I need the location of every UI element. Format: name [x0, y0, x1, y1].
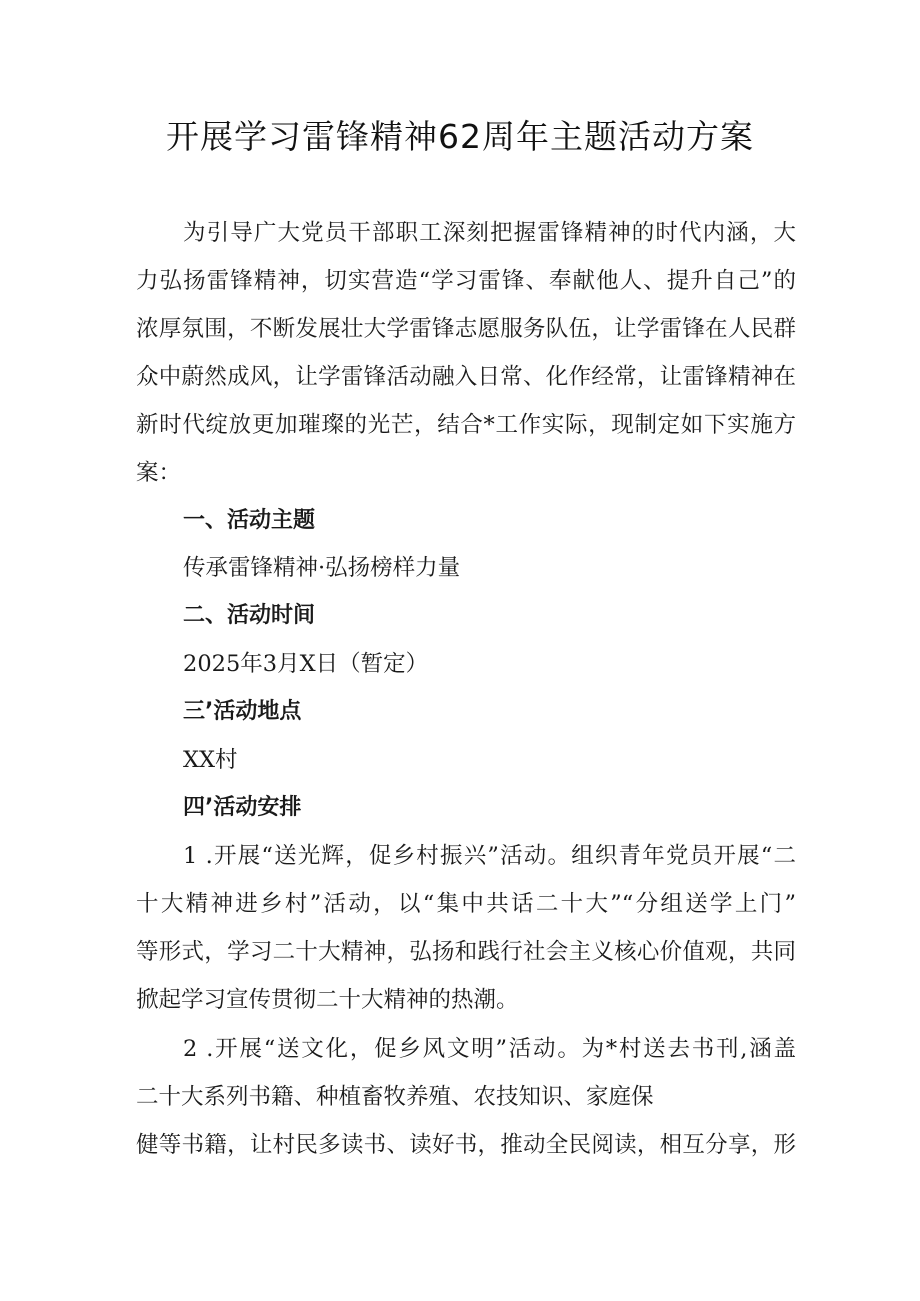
- item2-line: 二十大系列书籍、种植畜牧养殖、农技知识、家庭保: [136, 1084, 654, 1110]
- intro-line: 力弘扬雷锋精神，切实营造“学习雷锋、奉献他人、提升自己”的: [136, 268, 796, 294]
- section-content-location: XX村: [183, 747, 238, 773]
- item1-line: 掀起学习宣传贯彻二十大精神的热潮。: [136, 987, 519, 1013]
- section-heading-arrangement: 四’活动安排: [183, 795, 302, 820]
- intro-line: 新时代绽放更加璀璨的光芒，结合*工作实际，现制定如下实施方: [136, 412, 796, 438]
- section-content-theme: 传承雷锋精神·弘扬榜样力量: [183, 555, 461, 581]
- intro-line: 案：: [136, 460, 182, 486]
- document-title: 开展学习雷锋精神62周年主题活动方案: [166, 117, 754, 156]
- item2-line: 2 .开展“送文化，促乡风文明”活动。为*村送去书刊,涵盖: [183, 1036, 796, 1062]
- intro-line: 浓厚氛围，不断发展壮大学雷锋志愿服务队伍，让学雷锋在人民群: [136, 316, 796, 342]
- section-heading-time: 二、活动时间: [183, 603, 316, 628]
- intro-line: 众中蔚然成风，让学雷锋活动融入日常、化作经常，让雷锋精神在: [136, 364, 796, 390]
- item1-line: 等形式，学习二十大精神，弘扬和践行社会主义核心价值观，共同: [136, 939, 796, 965]
- section-heading-location: 三’活动地点: [183, 699, 302, 724]
- section-content-time: 2025年3月X日（暂定）: [183, 651, 429, 677]
- intro-line: 为引导广大党员干部职工深刻把握雷锋精神的时代内涵，大: [183, 220, 796, 246]
- section-heading-theme: 一、活动主题: [183, 508, 316, 533]
- item1-line: 1 .开展“送光辉，促乡村振兴”活动。组织青年党员开展“二: [183, 843, 796, 869]
- item2-line: 健等书籍，让村民多读书、读好书，推动全民阅读，相互分享，形: [136, 1132, 796, 1158]
- item1-line: 十大精神进乡村”活动，以“集中共话二十大”“分组送学上门”: [136, 891, 796, 917]
